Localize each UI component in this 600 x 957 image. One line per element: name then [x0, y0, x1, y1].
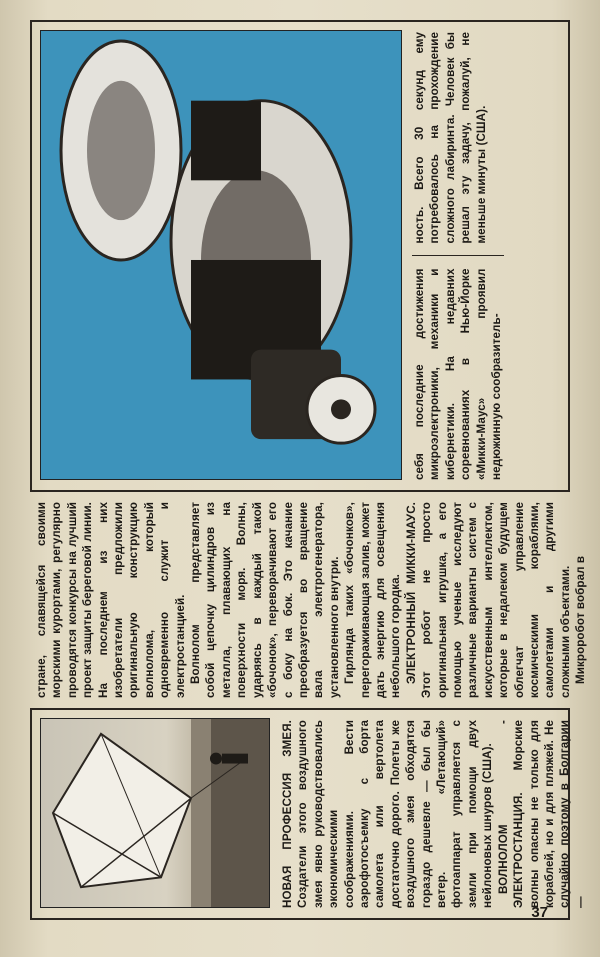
- kite-heading: НОВАЯ ПРОФЕССИЯ ЗМЕЯ.: [281, 720, 294, 908]
- wave-paragraph-2: Волнолом представляет собой цепочку цилиндров из металла, плавающих на поверхности моря. Волны, ударяясь в каждый такой «бочонок», переворачивают его с боку на бок. Это качание преобразуется во вращение вала электрогенератора, установленного внутри.: [189, 502, 341, 698]
- wave-heading: ВОЛНОЛОМ - ЭЛЕКТРОСТАНЦИЯ.: [496, 720, 526, 908]
- rotated-content: [30, 20, 588, 920]
- kite-column: [30, 708, 587, 920]
- mouse-paragraph-2: Микроробот вобрал в: [574, 555, 588, 684]
- mouse-body: Этот робот не просто оригинальная игрушка, а его помощью ученые исследуют различные варианты систем с искусственным интеллектом, которые в недалеком будущем облегчат управление космическими кораблями, самолетами и другими сложными объектами.: [420, 502, 572, 698]
- wave-paragraph-3: Гирлянда таких «бочонков», перегораживающая залив, может дать энергию для освещения небольшого городка.: [343, 502, 403, 698]
- robot-column: [30, 20, 570, 492]
- column-divider: [412, 256, 504, 257]
- kite-article: [280, 720, 496, 908]
- wave-article: [496, 720, 588, 908]
- kite-body: Создатели этого воздушного змея явно руководствовались экономическими соображениями. Вести аэрофотосъемку с борта самолета или вертолета достаточно дорого. Полеты же воздушного змея обходятся гораздо дешевле — был бы ветер. «Летающий» фотоаппарат управляется с земли при помощи двух нейлоновых шнуров (США).: [296, 720, 495, 908]
- wave-body: Морские волны опасны не только для кораблей, но и для пляжей. Не случайно поэтому в Болгарии —: [512, 720, 587, 908]
- mouse-article: [404, 502, 573, 698]
- wave-continued: стране, славящейся своими морскими курортами, регулярно проводятся конкурсы на лучший проект защиты береговой линии. На последнем из них изобретатели предложили оригинальную конструкцию волнолома, который одновременно служит и электростанцией.: [35, 502, 187, 698]
- robot-text-left: себя последние достижения микроэлектроники, механики и кибернетики. На недавних соревнованиях в Нью-Йорке «Микки-Маус» проявил недюжинную сообразитель-: [413, 268, 504, 480]
- kite-photo: [40, 718, 270, 908]
- robot-mouse-photo: [40, 30, 402, 480]
- middle-column: [30, 500, 588, 700]
- robot-illustration: [41, 31, 401, 479]
- robot-text-right: ность. Всего 30 секунд ему потребовалось на прохождение сложного лабиринта. Человек бы решал эту задачу, пожалуй, не меньше минуты (США).: [413, 32, 488, 244]
- mouse-heading: ЭЛЕКТРОННЫЙ МИККИ-МАУС.: [404, 502, 418, 684]
- robot-text: [412, 32, 504, 480]
- page-number: 37: [531, 904, 548, 921]
- kite-illustration: [41, 719, 269, 907]
